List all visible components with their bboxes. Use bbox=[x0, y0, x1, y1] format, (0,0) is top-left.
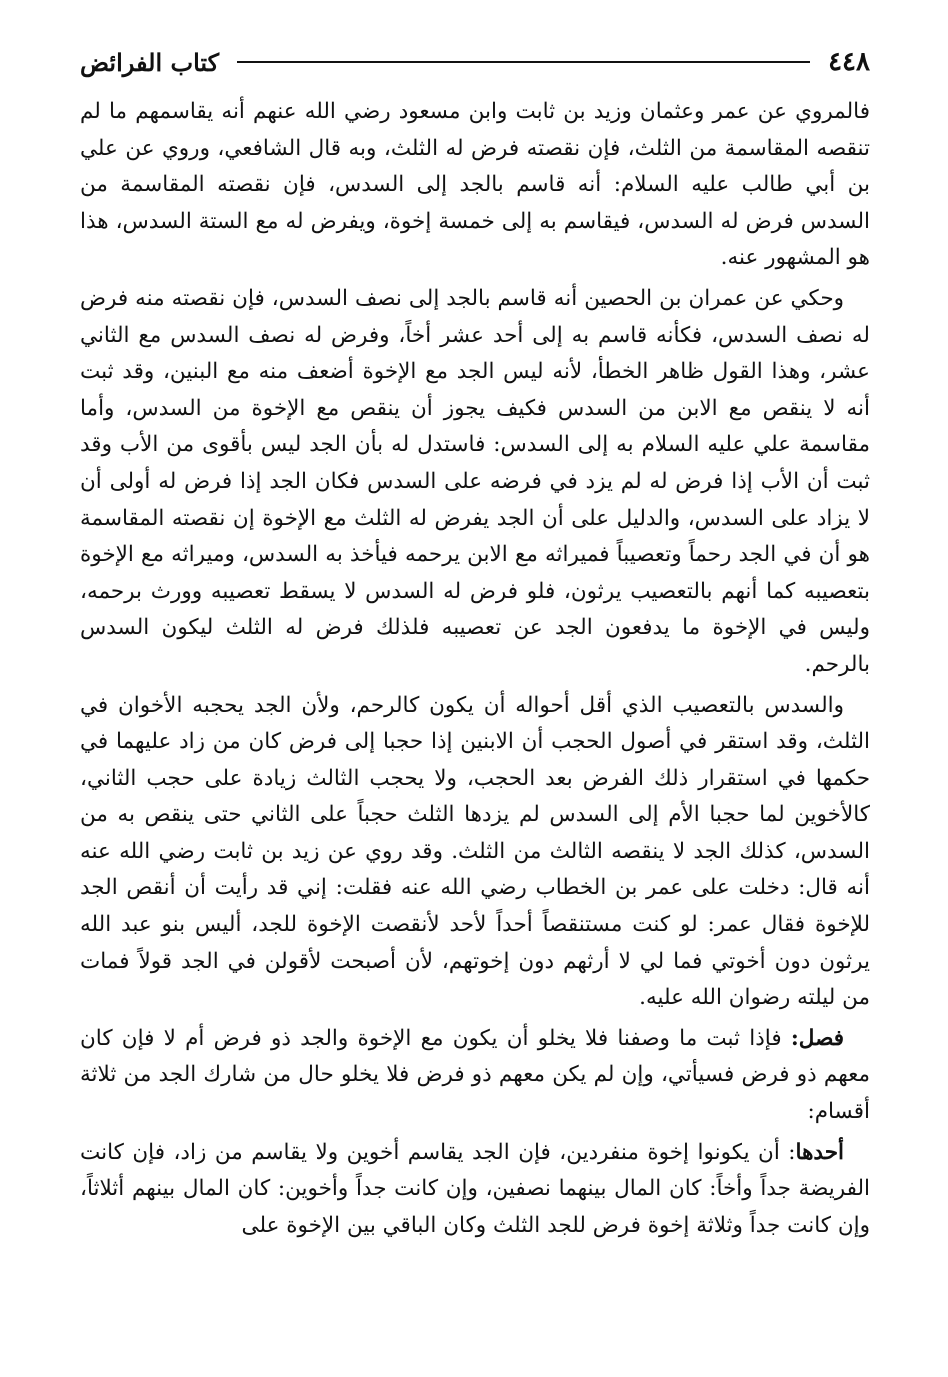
section-heading: فصل: bbox=[790, 1025, 844, 1051]
paragraph-2-text: وحكي عن عمران بن الحصين أنه قاسم بالجد إلى نصف السدس، فإن نقصته منه فرض له نصف السدس، فكأنه قاسم به إلى أحد عشر أخاً، وفرض له نصف السدس مع الثاني عشر، وهذا القول ظاهر الخطأ، لأنه ليس الجد مع الإخوة أضعف منه مع البنين، وقد ثبت أنه لا ينقص مع الابن من السدس فكيف يجوز أن ينقص مع الإخوة من السدس، وأما مقاسمة علي عليه السلام به إلى السدس: فاستدل له بأن الجد ليس بأقوى من الأب وقد ثبت أن الأب إذا فرض له لم يزد في فرضه على السدس فكان الجد إذا فرض له أولى أن لا يزاد على السدس، والدليل على أن الجد يفرض له الثلث مع الإخوة إن نقصته المقاسمة هو أن في الجد رحماً وتعصيباً فميراثه مع الابن يرحمه فيأخذ به السدس، وميراثه مع الإخوة بتعصيبه كما أنهم بالتعصيب يرثون، فلو فرض له السدس لا يسقط تعصيبه وورث برحمه، وليس في الإخوة ما يدفعون الجد عن تعصيبه فلذلك فرض له الثلث ليكون السدس بالرحم. bbox=[80, 285, 870, 677]
paragraph-3 bbox=[80, 688, 870, 1017]
paragraph-5-text: : أن يكونوا إخوة منفردين، فإن الجد يقاسم أخوين ولا يقاسم من زاد، فإن كانت الفريضة جداً وأخاً: كان المال بينهما نصفين، وإن كانت جداً وأخوين: كان المال بينهم أثلاثاً، وإن كانت جداً وثلاثة إخوة فرض للجد الثلث وكان الباقي بين الإخوة على bbox=[80, 1139, 870, 1238]
paragraph-1-text: فالمروي عن عمر وعثمان وزيد بن ثابت وابن مسعود رضي الله عنهم أنه يقاسمهم ما لم تنقصه المقاسمة من الثلث، فإن نقصته فرض له الثلث، وبه قال الشافعي، وروي عن علي بن أبي طالب عليه السلام: أنه قاسم بالجد إلى السدس، فإن نقصته المقاسمة من السدس فرض له السدس، فيقاسم به إلى خمسة إخوة، ويفرض له مع الستة السدس، هذا هو المشهور عنه. bbox=[80, 99, 870, 271]
header-rule bbox=[237, 61, 810, 63]
book-page bbox=[80, 40, 870, 1248]
paragraph-3-text: والسدس بالتعصيب الذي أقل أحواله أن يكون كالرحم، ولأن الجد يحجبه الأخوان في الثلث، وقد استقر في أصول الحجب أن الابنين إذا حجبا إلى فرض كان من زاد عليهما في حكمها في استقرار ذلك الفرض بعد الحجب، ولا يحجب الثالث زيادة على حجب الثاني، كالأخوين لما حجبا الأم إلى السدس لم يزدها الثلث حجباً على الثاني حتى ينقص به من السدس، كذلك الجد لا ينقصه الثالث من الثلث. وقد روي عن زيد بن ثابت رضي الله عنه أنه قال: دخلت على عمر بن الخطاب رضي الله عنه فقلت: إني قد رأيت أن أنقص الجد للإخوة فقال عمر: لو كنت مستنقصاً أحداً لأحد لأنقصت الإخوة للجد، أليس بنو عبد الله يرثون دون أخوتي فما لي لا أرثهم دون إخوتهم، لأن أصبحت لأقولن في الجد قولاً فمات من ليلته رضوان الله عليه. bbox=[80, 692, 870, 1011]
paragraph-4 bbox=[80, 1021, 870, 1131]
paragraph-4-text: فإذا ثبت ما وصفنا فلا يخلو أن يكون مع الإخوة والجد ذو فرض أم لا فإن كان معهم ذو فرض فسيأتي، وإن لم يكن معهم ذو فرض فلا يخلو حال من شارك الجد من ثلاثة أقسام: bbox=[80, 1025, 870, 1125]
page-number: ٤٤٨ bbox=[828, 47, 870, 77]
case-heading: أحدها bbox=[795, 1139, 844, 1165]
paragraph-1 bbox=[80, 94, 870, 277]
paragraph-5 bbox=[80, 1135, 870, 1245]
book-title: كتاب الفرائض bbox=[80, 47, 220, 77]
paragraph-2 bbox=[80, 281, 870, 684]
page-header bbox=[80, 40, 870, 84]
body-text bbox=[80, 94, 870, 1244]
